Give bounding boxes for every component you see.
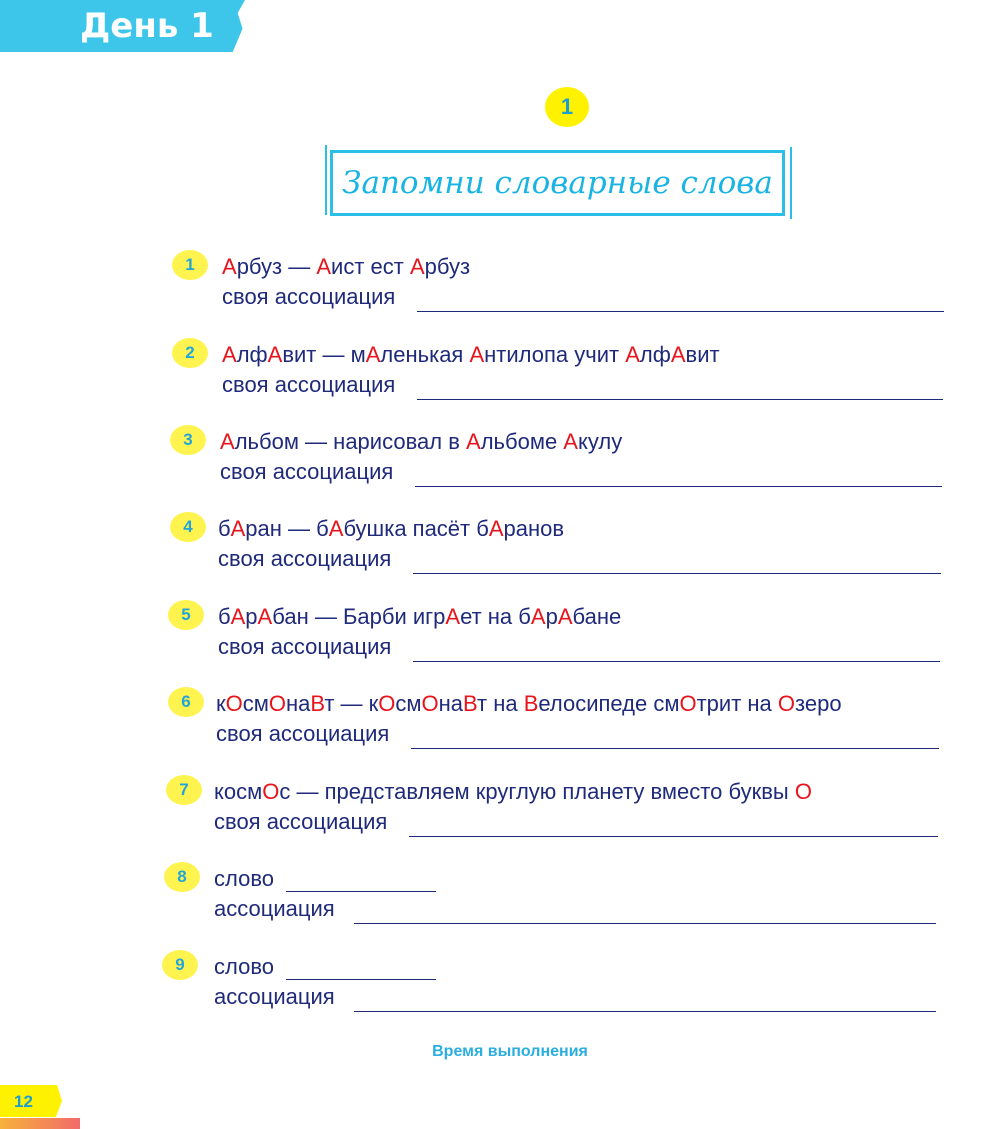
highlighted-letter: А <box>557 604 573 629</box>
text-fragment: р <box>545 604 558 629</box>
text-fragment: косм <box>214 779 263 804</box>
association-blank[interactable] <box>411 747 939 749</box>
text-fragment: рбуз <box>424 254 471 279</box>
page-number: 12 <box>14 1092 33 1111</box>
highlighted-letter: А <box>316 254 332 279</box>
highlighted-letter: О <box>225 691 243 716</box>
item-number-badge: 2 <box>172 338 208 368</box>
word-blank[interactable] <box>286 978 436 980</box>
item-number-badge: 3 <box>170 425 206 455</box>
text-fragment: трит на <box>696 691 778 716</box>
highlighted-letter: А <box>222 342 237 367</box>
item-mnemonic <box>222 342 720 368</box>
text-fragment: лф <box>236 342 268 367</box>
item-mnemonic <box>218 604 621 630</box>
text-fragment: бан — Барби игр <box>272 604 446 629</box>
highlighted-letter: А <box>625 342 640 367</box>
association-label: своя ассоциация <box>214 809 388 834</box>
text-fragment: с — представляем круглую планету вместо буквы <box>279 779 795 804</box>
association-label: ассоциация <box>214 984 335 1009</box>
text-fragment: бушка пасёт б <box>343 516 489 541</box>
text-fragment: б <box>218 604 231 629</box>
task-number-badge: 1 <box>545 87 589 127</box>
text-fragment: ленькая <box>380 342 470 367</box>
highlighted-letter: А <box>267 342 283 367</box>
item-number-badge: 6 <box>168 687 204 717</box>
highlighted-letter: А <box>409 254 425 279</box>
text-fragment: кулу <box>577 429 623 454</box>
association-blank[interactable] <box>413 660 940 662</box>
highlighted-letter: А <box>469 342 485 367</box>
highlighted-letter: А <box>365 342 381 367</box>
association-label: своя ассоциация <box>222 284 396 309</box>
highlighted-letter: В <box>463 691 477 716</box>
item-number-badge: 1 <box>172 250 208 280</box>
text-fragment: на <box>286 691 311 716</box>
association-blank[interactable] <box>413 572 941 574</box>
highlighted-letter: А <box>328 516 344 541</box>
highlighted-letter: А <box>445 604 461 629</box>
item-number-badge: 8 <box>164 862 200 892</box>
text-fragment: т на <box>477 691 524 716</box>
text-fragment: рбуз — <box>236 254 317 279</box>
text-fragment: зеро <box>795 691 842 716</box>
highlighted-letter: А <box>257 604 273 629</box>
item-mnemonic <box>214 866 274 892</box>
highlighted-letter: А <box>466 429 481 454</box>
text-fragment: ран — б <box>245 516 329 541</box>
word-blank[interactable] <box>286 890 436 892</box>
corner-paint-decoration <box>0 1118 80 1129</box>
highlighted-letter: А <box>670 342 686 367</box>
item-number-badge: 5 <box>168 600 204 630</box>
item-mnemonic <box>222 254 470 280</box>
association-blank[interactable] <box>417 310 944 312</box>
highlighted-letter: В <box>310 691 325 716</box>
text-fragment: ранов <box>503 516 565 541</box>
highlighted-letter: А <box>222 254 237 279</box>
text-fragment: нтилопа учит <box>484 342 626 367</box>
highlighted-letter: А <box>530 604 546 629</box>
text-fragment: бане <box>572 604 622 629</box>
text-fragment: ист ест <box>331 254 410 279</box>
highlighted-letter: О <box>777 691 796 716</box>
association-blank[interactable] <box>415 485 942 487</box>
text-fragment: ет на б <box>460 604 531 629</box>
highlighted-letter: А <box>230 516 246 541</box>
item-mnemonic <box>218 516 564 542</box>
association-label: своя ассоциация <box>216 721 390 746</box>
highlighted-letter: О <box>268 691 286 716</box>
text-fragment: слово <box>214 866 274 891</box>
highlighted-letter: А <box>220 429 235 454</box>
text-fragment: елосипеде см <box>538 691 680 716</box>
task-heading: Запомни словарные слова <box>342 165 773 201</box>
highlighted-letter: А <box>563 429 578 454</box>
association-blank[interactable] <box>409 835 938 837</box>
text-fragment: вит — м <box>282 342 366 367</box>
text-fragment: см <box>242 691 269 716</box>
completion-time-label: Время выполнения <box>432 1043 588 1060</box>
text-fragment: см <box>395 691 422 716</box>
item-mnemonic <box>220 429 622 455</box>
highlighted-letter: О <box>794 779 812 804</box>
item-mnemonic <box>214 779 812 805</box>
text-fragment: к <box>216 691 226 716</box>
association-blank[interactable] <box>417 398 943 400</box>
highlighted-letter: А <box>230 604 246 629</box>
text-fragment: р <box>245 604 258 629</box>
item-number-badge: 7 <box>166 775 202 805</box>
task-heading-frame <box>330 150 785 216</box>
association-label: своя ассоциация <box>222 372 396 397</box>
highlighted-letter: О <box>262 779 280 804</box>
text-fragment: на <box>438 691 464 716</box>
text-fragment: льбоме <box>480 429 564 454</box>
text-fragment: слово <box>214 954 274 979</box>
day-title: День 1 <box>80 6 214 46</box>
text-fragment: лф <box>639 342 671 367</box>
text-fragment: б <box>218 516 231 541</box>
highlighted-letter: О <box>378 691 396 716</box>
highlighted-letter: О <box>679 691 697 716</box>
item-mnemonic <box>214 954 274 980</box>
association-label: своя ассоциация <box>220 459 394 484</box>
association-blank[interactable] <box>354 922 936 924</box>
text-fragment: вит <box>685 342 720 367</box>
association-label: ассоциация <box>214 896 335 921</box>
text-fragment: льбом — нарисовал в <box>234 429 466 454</box>
item-number-badge: 4 <box>170 512 206 542</box>
item-number-badge: 9 <box>162 950 198 980</box>
item-mnemonic <box>216 691 842 717</box>
association-label: своя ассоциация <box>218 546 392 571</box>
text-fragment: т — к <box>324 691 379 716</box>
highlighted-letter: А <box>488 516 504 541</box>
association-label: своя ассоциация <box>218 634 392 659</box>
highlighted-letter: В <box>523 691 539 716</box>
highlighted-letter: О <box>421 691 439 716</box>
association-blank[interactable] <box>354 1010 936 1012</box>
